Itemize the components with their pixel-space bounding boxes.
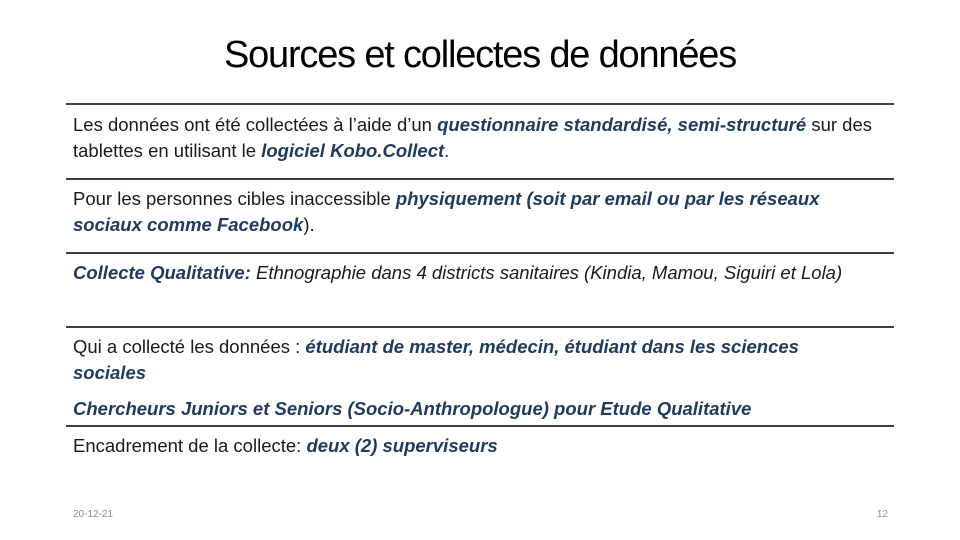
- emphasis-software: logiciel Kobo.Collect: [261, 140, 445, 161]
- page-number: 12: [876, 509, 888, 520]
- emphasis-questionnaire: questionnaire standardisé, semi-structuré: [437, 114, 807, 135]
- bullet-researchers: [73, 396, 873, 422]
- emphasis-collector-profiles: étudiant de master, médecin, étudiant dans les sciences sociales: [73, 336, 799, 383]
- emphasis-researchers: Chercheurs Juniors et Seniors (Socio-Anthropologue) pour Etude Qualitative: [73, 398, 752, 419]
- emphasis-remote-means: physiquement (soit par email ou par les réseaux sociaux comme Facebook: [73, 188, 820, 235]
- divider: [66, 425, 894, 427]
- bullet-qualitative-collection: Collecte Qualitative: Ethnographie dans 4 districts sanitaires (Kindia, Mamou, Siguiri et Lola): [73, 262, 843, 283]
- divider: [66, 252, 894, 254]
- footer-date: 20-12-21: [73, 509, 114, 520]
- divider: [66, 326, 894, 328]
- slide-title: Sources et collectes de données: [223, 34, 737, 76]
- bullet-supervision: Encadrement de la collecte: deux (2) superviseurs: [73, 435, 498, 456]
- emphasis-qualitative-label: Collecte Qualitative:: [73, 262, 251, 283]
- bullet-inaccessible-targets: Pour les personnes cibles inaccessible physiquement (soit par email ou par les réseaux sociaux comme Facebook).: [73, 188, 820, 235]
- bullet-data-collection-method: Les données ont été collectées à l’aide d’un questionnaire standardisé, semi-structuré sur des tablettes en utilisant le logiciel Kobo.Collect.: [73, 114, 872, 161]
- divider: [66, 178, 894, 180]
- bullet-collectors: Qui a collecté les données : étudiant de master, médecin, étudiant dans les sciences sociales: [73, 336, 799, 383]
- emphasis-supervisors: deux (2) superviseurs: [306, 435, 498, 456]
- divider: [66, 103, 894, 105]
